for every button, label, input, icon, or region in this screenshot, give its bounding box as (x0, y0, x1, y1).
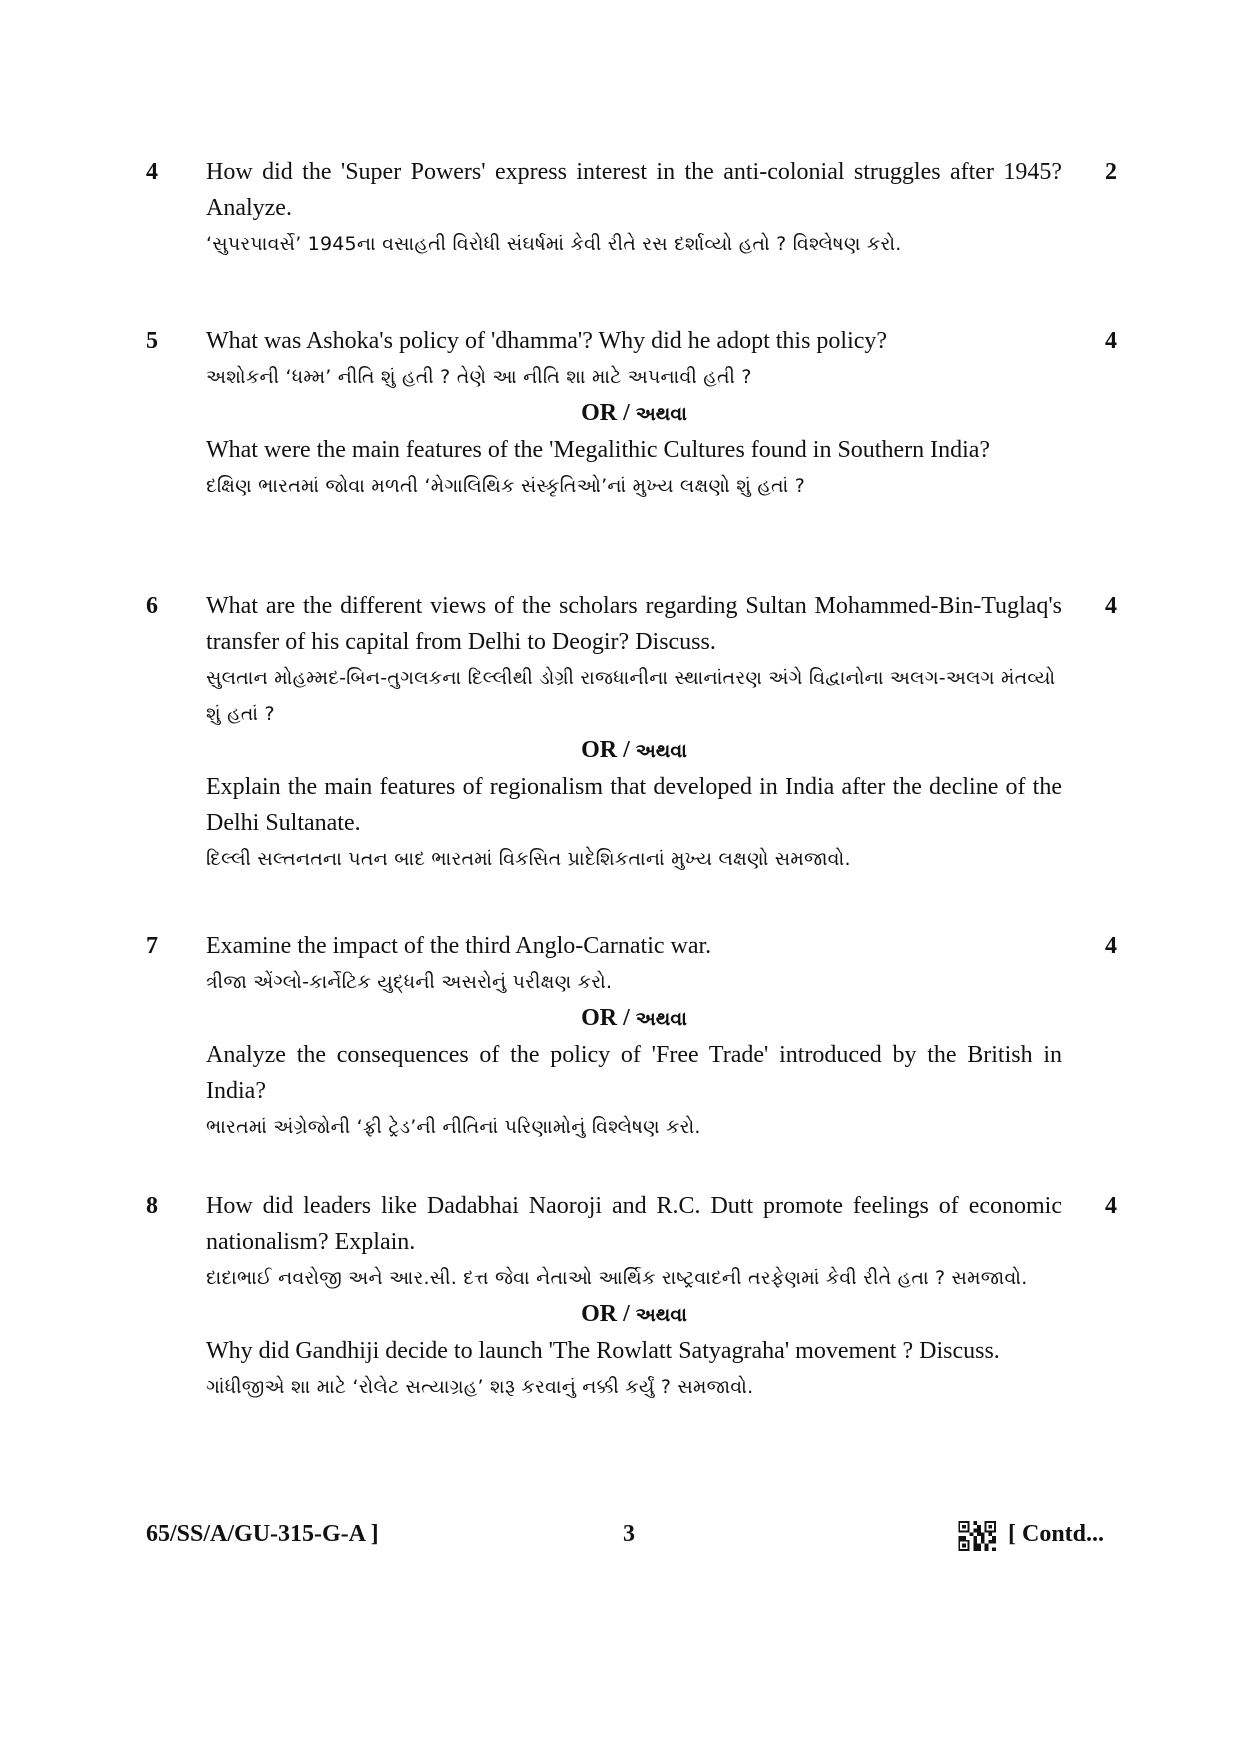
question-text-gujarati: ‘સુપરપાવર્સે’ 1945ના વસાહતી વિરોધી સંઘર્ષમાં કેવી રીતે રસ દર્શાવ્યો હતો ? વિશ્લેષણ કરો. (206, 233, 902, 255)
question-number: 8 (146, 1193, 158, 1219)
question-body (206, 588, 1062, 877)
alternative-question-english: Analyze the consequences of the policy of 'Free Trade' introduced by the British in India? (206, 1042, 1062, 1104)
question-marks: 4 (1105, 328, 1117, 354)
question-marks: 4 (1105, 933, 1117, 959)
page-number: 3 (623, 1521, 635, 1547)
question-body (206, 1188, 1062, 1405)
or-label-english: OR / (581, 1301, 636, 1327)
page-footer (0, 1516, 1240, 1556)
question-text-gujarati: અશોકની ‘ધમ્મ’ નીતિ શું હતી ? તેણે આ નીતિ શા માટે અપનાવી હતી ? (206, 366, 752, 388)
or-separator (206, 1296, 1062, 1333)
or-separator (206, 395, 1062, 432)
or-label-english: OR / (581, 400, 636, 426)
question-text-gujarati: ત્રીજા એંગ્લો-કાર્નેટિક યુદ્ધની અસરોનું પરીક્ષણ કરો. (206, 971, 613, 993)
alternative-question-gujarati: દક્ષિણ ભારતમાં જોવા મળતી ‘મેગાલિથિક સંસ્કૃતિઓ’નાં મુખ્ય લક્ષણો શું હતાં ? (206, 475, 806, 497)
question-text-english: How did leaders like Dadabhai Naoroji and R.C. Dutt promote feelings of economic nationalism? Explain. (206, 1193, 1062, 1255)
alternative-question-english: Why did Gandhiji decide to launch 'The Rowlatt Satyagraha' movement ? Discuss. (206, 1338, 1000, 1364)
question-body (206, 154, 1062, 262)
question-number: 7 (146, 933, 158, 959)
question-marks: 2 (1105, 159, 1117, 185)
alternative-question-english: Explain the main features of regionalism that developed in India after the decline of the Delhi Sultanate. (206, 774, 1062, 836)
question-body (206, 928, 1062, 1145)
alternative-question-gujarati: ભારતમાં અંગ્રેજોની ‘ફ્રી ટ્રેડ’ની નીતિનાં પરિણામોનું વિશ્લેષણ કરો. (206, 1116, 701, 1138)
alternative-question-english: What were the main features of the 'Megalithic Cultures found in Southern India? (206, 437, 991, 463)
question-text-english: What was Ashoka's policy of 'dhamma'? Why did he adopt this policy? (206, 328, 888, 354)
or-label-gujarati: અથવા (635, 740, 687, 762)
question-text-gujarati: સુલતાન મોહમ્મદ-બિન-તુગલકના દિલ્લીથી ડોગ્રી રાજધાનીના સ્થાનાંતરણ અંગે વિદ્વાનોના અલગ-અલગ મંતવ્યો શું હતાં ? (206, 667, 1056, 725)
or-label-gujarati: અથવા (635, 403, 687, 425)
or-label-english: OR / (581, 1005, 636, 1031)
question-number: 6 (146, 593, 158, 619)
question-text-english: Examine the impact of the third Anglo-Carnatic war. (206, 933, 712, 959)
question-number: 5 (146, 328, 158, 354)
or-label-gujarati: અથવા (635, 1304, 687, 1326)
question-text-english: How did the 'Super Powers' express interest in the anti-colonial struggles after 1945? Analyze. (206, 159, 1062, 221)
alternative-question-gujarati: દિલ્લી સલ્તનતના પતન બાદ ભારતમાં વિકસિત પ્રાદેશિકતાનાં મુખ્ય લક્ષણો સમજાવો. (206, 848, 851, 870)
question-marks: 4 (1105, 1193, 1117, 1219)
continued-label: [ Contd... (1008, 1521, 1105, 1547)
question-text-english: What are the different views of the scholars regarding Sultan Mohammed-Bin-Tuglaq's transfer of his capital from Delhi to Deogir? Discuss. (206, 593, 1062, 655)
paper-code: 65/SS/A/GU-315-G-A ] (146, 1521, 379, 1547)
or-separator (206, 732, 1062, 769)
alternative-question-gujarati: ગાંધીજીએ શા માટે ‘રોલેટ સત્યાગ્રહ’ શરૂ કરવાનું નક્કી કર્યું ? સમજાવો. (206, 1376, 754, 1398)
qr-code-icon (958, 1521, 996, 1551)
question-body (206, 323, 1062, 504)
question-number: 4 (146, 159, 158, 185)
or-separator (206, 1000, 1062, 1037)
or-label-gujarati: અથવા (635, 1008, 687, 1030)
or-label-english: OR / (581, 737, 636, 763)
question-marks: 4 (1105, 593, 1117, 619)
question-text-gujarati: દાદાભાઈ નવરોજી અને આર.સી. દત્ત જેવા નેતાઓ આર્થિક રાષ્ટ્રવાદની તરફેણમાં કેવી રીતે હતા ? સમજાવો. (206, 1267, 1028, 1289)
